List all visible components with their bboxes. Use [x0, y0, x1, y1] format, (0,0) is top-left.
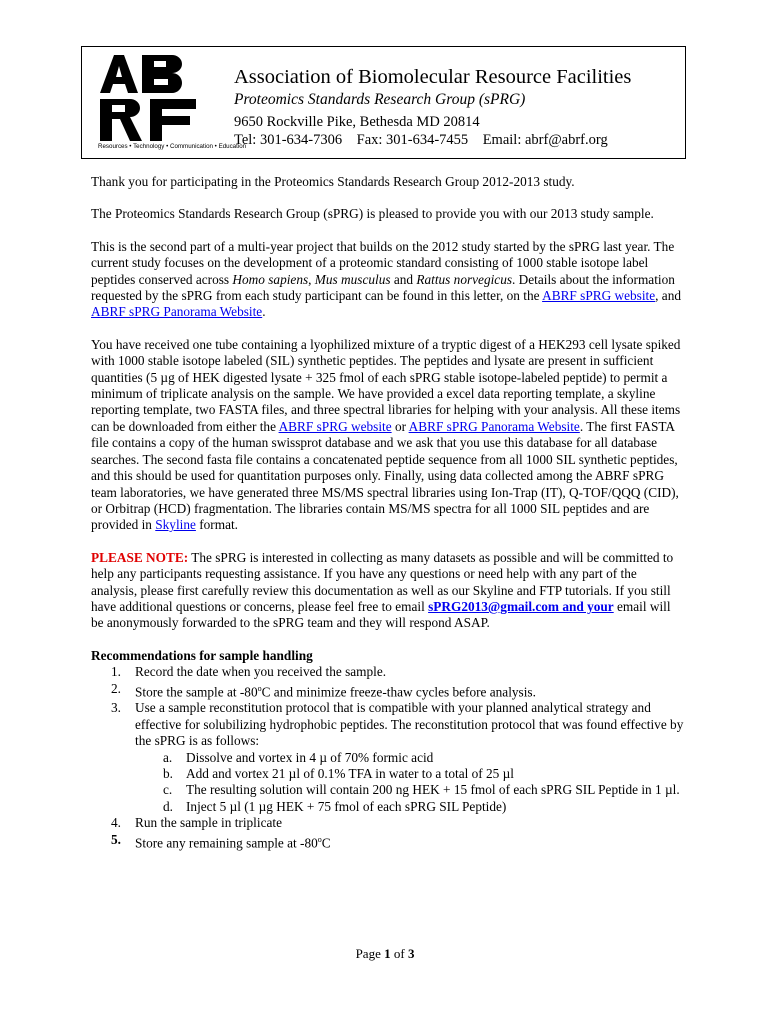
address: 9650 Rockville Pike, Bethesda MD 20814 [234, 114, 480, 130]
recommendations-list-cont [91, 815, 684, 851]
sprg-email-link[interactable]: sPRG2013@gmail.com and your [428, 598, 614, 614]
list-item: a. Dissolve and vortex in 4 µ of 70% formic acid [163, 749, 434, 765]
paragraph-note: PLEASE NOTE: The sPRG is interested in collecting as many datasets as possible and will be committed to help any participants requesting assistance. If you have any questions or need help with any part of the analysis, please first carefully review this documentation as well as our Skyline and FTP tutorials. If you still have additional questions or concerns, please feel free to email sPRG2013@gmail.com and your email will be anonymously forwarded to the sPRG team and they will respond ASAP. [91, 549, 674, 631]
abrf-logo [96, 53, 247, 155]
abrf-panorama-link[interactable]: ABRF sPRG Panorama Website [408, 418, 580, 434]
svg-text:Resources • Technology • Commu: Resources • Technology • Communication • Education [98, 143, 247, 150]
email: Email: abrf@abrf.org [482, 132, 608, 148]
org-name: Association of Biomolecular Resource Facilities [234, 66, 632, 88]
recommendations-list [91, 664, 684, 749]
abrf-sprg-website-link[interactable]: ABRF sPRG website [278, 418, 392, 434]
list-item: 1. Record the date when you received the sample. [111, 664, 387, 680]
tel: Tel: 301-634-7306 [234, 132, 343, 148]
paragraph-project: This is the second part of a multi-year project that builds on the 2012 study started by the sPRG last year. The current study focuses on the development of a proteomic standard consisting of 1000 stable isotope label peptides conserved across Homo sapiens, Mus musculus and Rattus norvegicus. Details about the information requested by the sPRG from each study participant can be found in this letter, on the ABRF sPRG website, and ABRF sPRG Panorama Website. [91, 238, 681, 320]
paragraph-intro: The Proteomics Standards Research Group (sPRG) is pleased to provide you with our 2013 study sample. [91, 206, 654, 222]
letter-body [91, 174, 684, 851]
paragraph-sample: You have received one tube containing a lyophilized mixture of a tryptic digest of a HEK293 cell lysate spiked with 1000 stable isotope labeled (SIL) synthetic peptides. The peptides and lysate are present in sufficient quantities (5 µg of HEK digested lysate + 325 fmol of each sPRG stable isotope-labeled peptide) to permit a minimum of triplicate analysis on the sample. We have provided a excel data reporting template, a skyline reporting template, two FASTA files, and three spectral libraries for helping with your analysis. All these items can be downloaded from either the ABRF sPRG website or ABRF sPRG Panorama Website. The first FASTA file contains a copy of the human swissprot database and we ask that you use this database for all database searches. The second fasta file contains a concatenated peptide sequence from all 1000 SIL synthetic peptides, and this should be used for quantitation purposes only. Finally, using data collected among the ABRF sPRG team laboratories, we have generated three MS/MS spectral libraries using Ion-Trap (IT), Q-TOF/QQQ (CID), or Orbitrap (HCD) fragmentation. The libraries contain MS/MS spectra for all 1000 SIL peptides and are provided in Skyline format. [91, 336, 681, 533]
list-item: b. Add and vortex 21 µl of 0.1% TFA in water to a total of 25 µl [163, 766, 514, 782]
abrf-sprg-website-link[interactable]: ABRF sPRG website [542, 288, 656, 304]
page-footer: Page 1 of 3 [355, 946, 415, 961]
abrf-panorama-link[interactable]: ABRF sPRG Panorama Website [91, 304, 263, 320]
protocol-list [91, 750, 684, 816]
fax: Fax: 301-634-7455 [356, 132, 469, 148]
list-item: d. Inject 5 µl (1 µg HEK + 75 fmol of each sPRG SIL Peptide) [163, 798, 507, 814]
list-item: 5. Store any remaining sample at -80$^o$C [111, 831, 331, 851]
list-item: 4. Run the sample in triplicate [111, 815, 282, 831]
letterhead [81, 46, 686, 159]
list-item: c. The resulting solution will contain 200 ng HEK + 15 fmol of each sPRG SIL Peptide in 1 µl. [163, 782, 680, 798]
recommendations-title: Recommendations for sample handling [91, 647, 313, 663]
note-label: PLEASE NOTE: [91, 549, 189, 565]
paragraph-thanks: Thank you for participating in the Proteomics Standards Research Group 2012-2013 study. [91, 174, 575, 189]
contact-line [234, 131, 679, 149]
group-name: Proteomics Standards Research Group (sPRG) [234, 91, 526, 108]
list-item: 3. Use a sample reconstitution protocol that is compatible with your planned analytical strategy and effective for solubilizing hydrophobic peptides. The reconstitution protocol that was found effective by the sPRG is as follows: [111, 700, 684, 749]
skyline-link[interactable]: Skyline [155, 517, 196, 533]
list-item: 2. Store the sample at -80$^o$C and minimize freeze-thaw cycles before analysis. [111, 680, 536, 699]
